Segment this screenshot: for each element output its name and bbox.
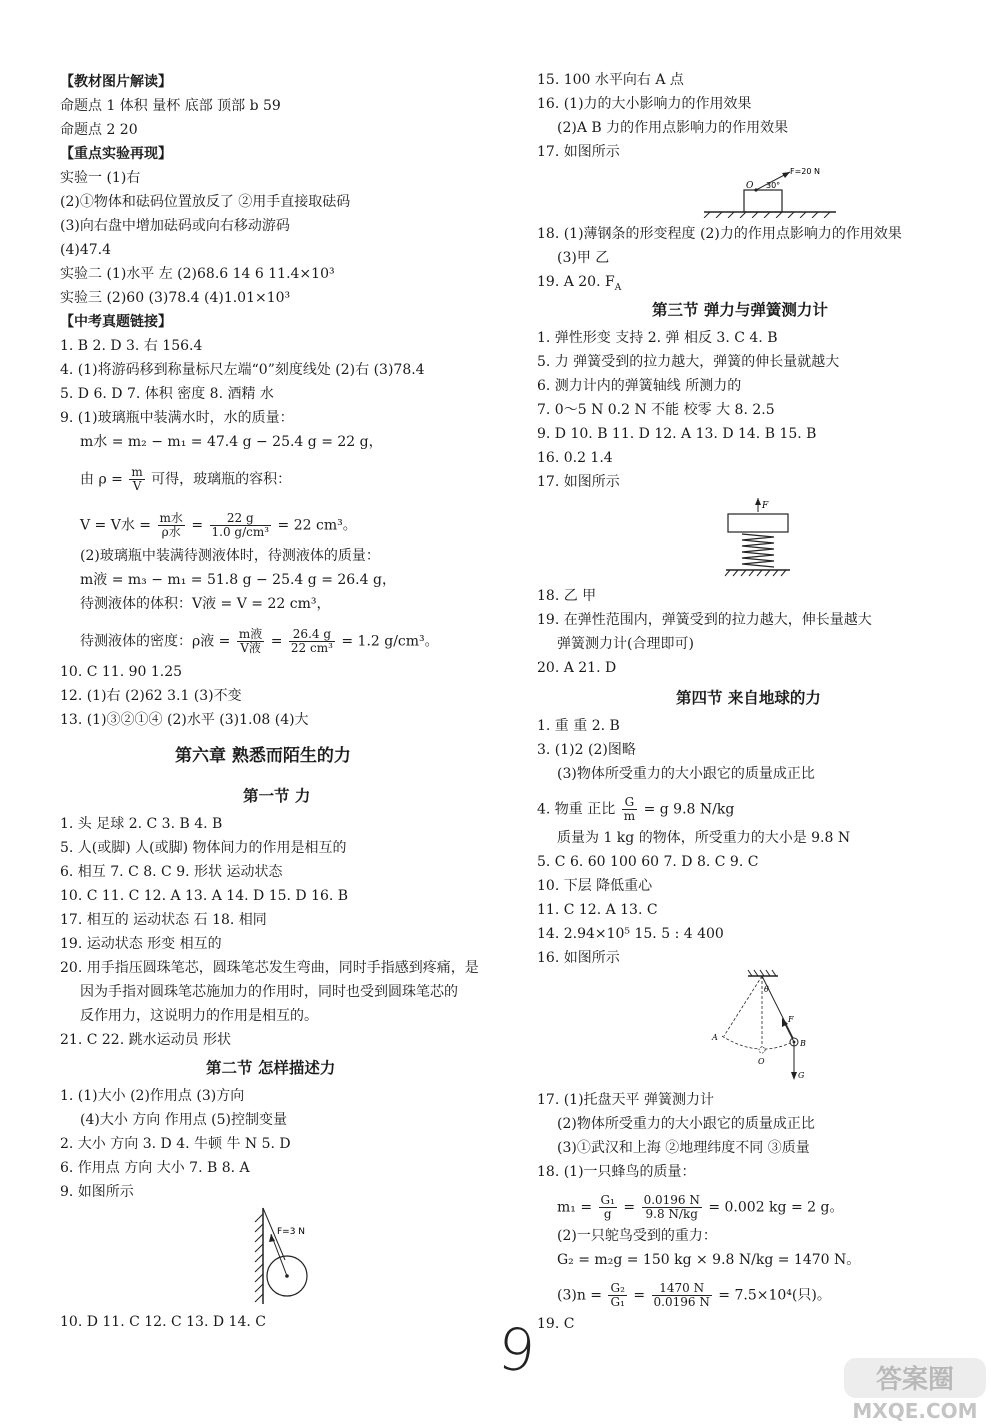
equation-text: = xyxy=(191,517,204,534)
numerator: 1470 N xyxy=(652,1282,712,1296)
answer-line: 因为手指对圆珠笔芯施加力的作用时，同时也受到圆珠笔芯的 xyxy=(80,984,458,1000)
chapter-title: 第六章 熟悉而陌生的力 xyxy=(175,746,351,766)
numerator: m xyxy=(131,465,143,479)
answer-line: 10. 下层 降低重心 xyxy=(537,878,653,894)
section-header-key-experiments: 【重点实验再现】 xyxy=(60,146,172,162)
equation-line: 待测液体的体积：V液 = V = 22 cm³， xyxy=(80,596,331,612)
answer-line: 5. D 6. D 7. 体积 密度 8. 酒精 水 xyxy=(60,386,274,402)
answer-line: 6. 作用点 方向 大小 7. B 8. A xyxy=(60,1160,250,1176)
answer-line: 17. 如图所示 xyxy=(537,474,620,490)
fraction xyxy=(642,1194,702,1221)
spring-figure xyxy=(718,496,798,580)
equation-line xyxy=(537,796,734,823)
equation-text: (3)n = xyxy=(557,1287,603,1304)
section-title: 第二节 怎样描述力 xyxy=(206,1058,336,1077)
answer-line: (2)A B 力的作用点影响力的作用效果 xyxy=(557,120,789,136)
point-o-label: O xyxy=(746,181,754,191)
answer-line: 18. 乙 甲 xyxy=(537,588,597,604)
answer-line: 19. C xyxy=(537,1316,575,1332)
section-title: 第四节 来自地球的力 xyxy=(676,688,821,707)
fraction xyxy=(210,512,272,539)
denominator: 1.0 g/cm³ xyxy=(211,525,270,539)
answer-line: 1. (1)大小 (2)作用点 (3)方向 xyxy=(60,1088,245,1104)
answer-line: 3. (1)2 (2)图略 xyxy=(537,742,636,758)
answer-line: 15. 100 水平向右 A 点 xyxy=(537,72,684,88)
numerator: G xyxy=(622,796,637,810)
answer-line: 17. 相互的 运动状态 石 18. 相同 xyxy=(60,912,267,928)
equation-line xyxy=(557,1282,831,1309)
handwritten-page-number: 9 xyxy=(494,1314,539,1386)
answer-line: 21. C 22. 跳水运动员 形状 xyxy=(60,1032,232,1048)
denominator: G₁ xyxy=(610,1295,625,1309)
answer-line: 9. 如图所示 xyxy=(60,1184,134,1200)
answer-line: 10. D 11. C 12. C 13. D 14. C xyxy=(60,1314,266,1330)
answer-line: 13. (1)③②①④ (2)水平 (3)1.08 (4)大 xyxy=(60,712,309,728)
fraction xyxy=(622,796,637,823)
answer-line: (2)①物体和砝码位置放反了 ②用手直接取砝码 xyxy=(60,194,351,210)
answer-line: 6. 测力计内的弹簧轴线 所测力的 xyxy=(537,378,742,394)
answer-line: 实验二 (1)水平 左 (2)68.6 14 6 11.4×10³ xyxy=(60,266,335,282)
force-label: F xyxy=(788,1015,794,1024)
answer-line: 10. C 11. C 12. A 13. A 14. D 15. D 16. B xyxy=(60,888,349,904)
answer-line: 1. 弹性形变 支持 2. 弹 相反 3. C 4. B xyxy=(537,330,778,346)
equation-text: = xyxy=(270,633,283,650)
answer-line: 9. D 10. B 11. D 12. A 13. D 14. B 15. B xyxy=(537,426,817,442)
answer-line: 弹簧测力计(合理即可) xyxy=(557,636,694,652)
numerator: 0.0196 N xyxy=(643,1193,700,1207)
numerator: 26.4 g xyxy=(289,628,335,642)
fraction xyxy=(129,466,144,493)
numerator: m液 xyxy=(238,627,263,641)
force-label: F=3 N xyxy=(277,1227,306,1237)
equation-text: = 1.2 g/cm³。 xyxy=(341,633,439,650)
answer-line: (4)大小 方向 作用点 (5)控制变量 xyxy=(80,1112,288,1128)
point-b-label: B xyxy=(800,1039,806,1048)
force-label: F=20 N xyxy=(790,167,821,176)
answer-line: 14. 2.94×10⁵ 15. 5 : 4 400 xyxy=(537,926,724,942)
section-header-exam-links: 【中考真题链接】 xyxy=(60,314,172,330)
gravity-label: G xyxy=(798,1071,805,1080)
denominator: 22 cm³ xyxy=(290,641,333,655)
answer-line: 1. B 2. D 3. 右 156.4 xyxy=(60,338,203,354)
denominator: 0.0196 N xyxy=(653,1295,710,1309)
numerator: G₂ xyxy=(610,1281,625,1295)
section-title: 第一节 力 xyxy=(243,786,311,805)
answer-line: 1. 重 重 2. B xyxy=(537,718,620,734)
answer-line: (3)①武汉和上海 ②地理纬度不同 ③质量 xyxy=(557,1140,810,1156)
answer-text: = g 9.8 N/kg xyxy=(643,801,735,818)
answer-line: (4)47.4 xyxy=(60,242,112,258)
answer-line: (2)物体所受重力的大小跟它的质量成正比 xyxy=(557,1116,815,1132)
denominator: V液 xyxy=(240,641,261,655)
answer-line: 5. C 6. 60 100 60 7. D 8. C 9. C xyxy=(537,854,759,870)
block-force-figure xyxy=(700,162,840,218)
equation-text: = 0.002 kg = 2 g。 xyxy=(708,1199,844,1216)
answer-line: 实验一 (1)右 xyxy=(60,170,141,186)
fraction xyxy=(599,1194,617,1221)
answer-line: 10. C 11. 90 1.25 xyxy=(60,664,183,680)
answer-line: 18. (1)一只蜂鸟的质量： xyxy=(537,1164,696,1180)
answer-line: 5. 人(或脚) 人(或脚) 物体间力的作用是相互的 xyxy=(60,840,347,856)
watermark-graphic xyxy=(840,1356,990,1422)
answer-line: 5. 力 弹簧受到的拉力越大，弹簧的伸长量就越大 xyxy=(537,354,840,370)
answer-line: 16. (1)力的大小影响力的作用效果 xyxy=(537,96,752,112)
numerator: G₁ xyxy=(600,1193,615,1207)
watermark-title: 答案圈 xyxy=(875,1365,955,1395)
section-title: 第三节 弹力与弹簧测力计 xyxy=(652,300,828,319)
denominator: g xyxy=(603,1207,612,1221)
answer-line: 16. 如图所示 xyxy=(537,950,620,966)
answer-line: 1. 头 足球 2. C 3. B 4. B xyxy=(60,816,223,832)
answer-line: 19. 在弹性范围内，弹簧受到的拉力越大，伸长量越大 xyxy=(537,612,872,628)
fraction xyxy=(237,628,264,655)
answer-line: (3)物体所受重力的大小跟它的质量成正比 xyxy=(557,766,815,782)
answer-line: (2)一只鸵鸟受到的重力： xyxy=(557,1228,717,1244)
answer-line: 18. (1)薄钢条的形变程度 (2)力的作用点影响力的作用效果 xyxy=(537,226,902,242)
watermark-url: MXQE.COM xyxy=(852,1399,978,1422)
equation-text: 可得，玻璃瓶的容积： xyxy=(151,471,292,488)
answer-line: 实验三 (2)60 (3)78.4 (4)1.01×10³ xyxy=(60,290,291,306)
answer-line: 反作用力，这说明力的作用是相互的。 xyxy=(80,1008,318,1024)
equation-text: 由 ρ = xyxy=(80,471,123,488)
equation-line xyxy=(80,512,357,539)
fraction xyxy=(289,628,335,655)
pendulum-figure xyxy=(700,968,820,1086)
equation-line: m水 = m₂ − m₁ = 47.4 g − 25.4 g = 22 g， xyxy=(80,434,383,450)
answer-line: 12. (1)右 (2)62 3.1 (3)不变 xyxy=(60,688,242,704)
answer-line: 20. A 21. D xyxy=(537,660,617,676)
numerator: m水 xyxy=(159,511,183,525)
answer-line: (3)甲 乙 xyxy=(557,250,610,266)
equation-line: G₂ = m₂g = 150 kg × 9.8 N/kg = 1470 N。 xyxy=(557,1252,861,1268)
answer-line: 20. 用手指压圆珠笔芯，圆珠笔芯发生弯曲，同时手指感到疼痛，是 xyxy=(60,960,479,976)
angle-label: 30° xyxy=(766,181,781,190)
answer-line: 6. 相互 7. C 8. C 9. 形状 运动状态 xyxy=(60,864,283,880)
section-header-textbook-figures: 【教材图片解读】 xyxy=(60,74,172,90)
denominator: m xyxy=(623,809,636,823)
equation-text: 待测液体的密度：ρ液 = xyxy=(80,633,231,650)
fraction xyxy=(652,1282,712,1309)
fraction xyxy=(608,1282,626,1309)
equation-line xyxy=(80,628,439,655)
fraction xyxy=(158,512,185,539)
answer-line: 4. (1)将游码移到称量标尺左端“0”刻度线处 (2)右 (3)78.4 xyxy=(60,362,425,378)
point-o-label: O xyxy=(758,1057,765,1066)
answer-line: 7. 0～5 N 0.2 N 不能 校零 大 8. 2.5 xyxy=(537,402,775,418)
answer-line: 2. 大小 方向 3. D 4. 牛顿 牛 N 5. D xyxy=(60,1136,291,1152)
equation-text: V = V水 = xyxy=(80,517,152,534)
equation-text: m₁ = xyxy=(557,1199,593,1216)
equation-text: = 7.5×10⁴(只)。 xyxy=(718,1287,831,1304)
answer-text: 19. A 20. F xyxy=(537,274,615,290)
equation-text: = 22 cm³。 xyxy=(277,517,357,534)
equation-line xyxy=(557,1194,843,1221)
answer-line: 11. C 12. A 13. C xyxy=(537,902,658,918)
answer-line xyxy=(537,272,621,298)
equation-text: = xyxy=(623,1199,636,1216)
answer-text: 4. 物重 正比 xyxy=(537,801,616,818)
equation-line xyxy=(80,466,291,493)
numerator: 22 g xyxy=(210,512,272,526)
answer-line: (3)向右盘中增加砝码或向右移动游码 xyxy=(60,218,290,234)
point-a-label: A xyxy=(712,1033,718,1042)
answer-line: 命题点 2 20 xyxy=(60,122,138,138)
answer-line: 19. 运动状态 形变 相互的 xyxy=(60,936,222,952)
force-label: F xyxy=(762,501,769,511)
answer-line: 17. (1)托盘天平 弹簧测力计 xyxy=(537,1092,714,1108)
denominator: V xyxy=(132,479,142,493)
ball-on-wall-figure xyxy=(245,1200,355,1310)
watermark-logo xyxy=(840,1356,990,1422)
denominator: ρ水 xyxy=(161,525,181,539)
answer-line: 9. (1)玻璃瓶中装满水时，水的质量： xyxy=(60,410,294,426)
answer-line: 16. 0.2 1.4 xyxy=(537,450,613,466)
answer-line: 质量为 1 kg 的物体，所受重力的大小是 9.8 N xyxy=(557,830,851,846)
answer-line: 命题点 1 体积 量杯 底部 顶部 b 59 xyxy=(60,98,281,114)
equation-text: = xyxy=(633,1287,646,1304)
answer-line: (2)玻璃瓶中装满待测液体时，待测液体的质量： xyxy=(80,548,380,564)
subscript: A xyxy=(614,282,622,293)
angle-label: θ xyxy=(764,985,769,994)
denominator: 9.8 N/kg xyxy=(645,1207,698,1221)
equation-line: m液 = m₃ − m₁ = 51.8 g − 25.4 g = 26.4 g， xyxy=(80,572,396,588)
answer-line: 17. 如图所示 xyxy=(537,144,620,160)
